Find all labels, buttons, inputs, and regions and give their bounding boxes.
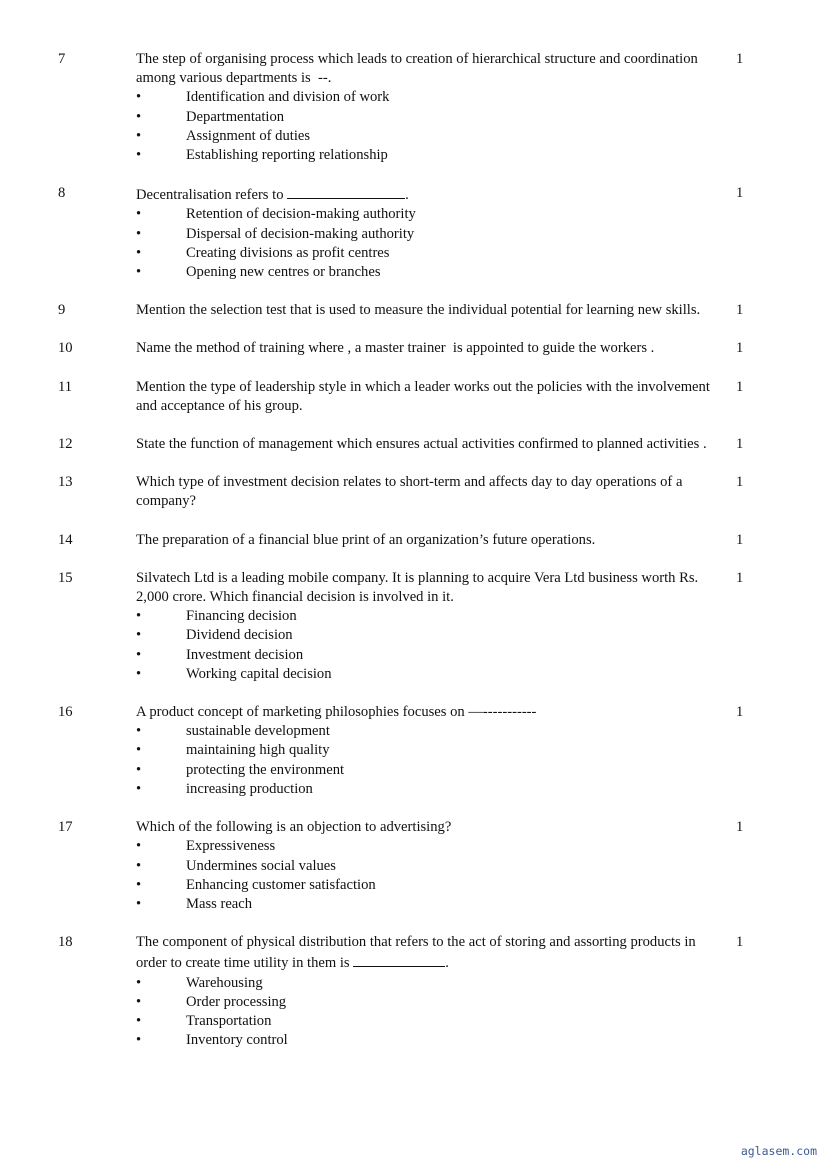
option-item [136, 88, 724, 107]
question-text: Mention the type of leadership style in which a leader works out the policies with the involvement and acceptance of his group. [136, 378, 714, 414]
option-item [136, 127, 724, 146]
question-line [136, 531, 724, 550]
question-line [136, 378, 724, 416]
option-text: sustainable development [186, 723, 330, 740]
question-item [0, 378, 827, 416]
question-body [136, 301, 724, 320]
question-number: 17 [58, 819, 73, 836]
bullet-icon: • [136, 723, 142, 740]
question-number: 10 [58, 340, 73, 357]
option-item [136, 146, 724, 165]
bullet-icon: • [136, 225, 142, 242]
question-number: 15 [58, 569, 73, 586]
question-line [136, 933, 724, 973]
question-marks: 1 [736, 934, 744, 951]
option-text: Retention of decision-making authority [186, 206, 416, 223]
question-line [136, 703, 724, 722]
option-text: maintaining high quality [186, 742, 330, 759]
question-line [136, 569, 724, 607]
option-text: Order processing [186, 993, 287, 1010]
option-text: Establishing reporting relationship [186, 147, 388, 164]
option-text: Financing decision [186, 608, 297, 625]
option-item [136, 857, 724, 876]
question-body [136, 50, 724, 165]
question-text: A product concept of marketing philosophies focuses on —----------- [136, 704, 537, 721]
bullet-icon: • [136, 857, 142, 874]
option-item [136, 741, 724, 760]
question-number: 18 [58, 934, 73, 951]
option-item [136, 205, 724, 224]
option-text: Investment decision [186, 646, 304, 663]
question-line [136, 50, 724, 88]
question-number: 16 [58, 704, 73, 721]
option-item [136, 722, 724, 741]
question-marks: 1 [736, 378, 744, 395]
question-text: Silvatech Ltd is a leading mobile company. It is planning to acquire Vera Ltd business worth Rs. 2,000 crore. Which financial decision is involved in it. [136, 569, 702, 606]
question-number: 12 [58, 436, 73, 453]
bullet-icon: • [136, 264, 142, 281]
option-text: Departmentation [186, 108, 285, 125]
bullet-icon: • [136, 1032, 142, 1049]
question-number: 7 [58, 51, 66, 67]
question-marks: 1 [736, 51, 744, 67]
option-item [136, 974, 724, 993]
question-suffix: . [445, 955, 449, 972]
option-item [136, 244, 724, 263]
question-number: 9 [58, 302, 66, 319]
option-item [136, 225, 724, 244]
question-body [136, 569, 724, 684]
option-item [136, 1031, 724, 1050]
question-line [136, 435, 724, 454]
option-item [136, 761, 724, 780]
bullet-icon: • [136, 147, 142, 164]
option-text: Dispersal of decision-making authority [186, 225, 415, 242]
bullet-icon: • [136, 608, 142, 625]
question-marks: 1 [736, 704, 744, 721]
option-text: Identification and division of work [186, 89, 390, 106]
option-item [136, 895, 724, 914]
question-number: 8 [58, 185, 66, 202]
option-text: Mass reach [186, 895, 253, 912]
question-number: 14 [58, 531, 73, 548]
option-item [136, 665, 724, 684]
option-text: protecting the environment [186, 761, 345, 778]
option-text: Assignment of duties [186, 127, 311, 144]
answer-blank [353, 952, 445, 967]
question-line [136, 184, 724, 205]
bullet-icon: • [136, 974, 142, 991]
option-item [136, 263, 724, 282]
question-item [0, 339, 827, 358]
question-marks: 1 [736, 531, 744, 548]
bullet-icon: • [136, 127, 142, 144]
question-item [0, 184, 827, 282]
bullet-icon: • [136, 646, 142, 663]
option-item [136, 837, 724, 856]
question-marks: 1 [736, 569, 744, 586]
question-marks: 1 [736, 185, 744, 202]
bullet-icon: • [136, 108, 142, 125]
bullet-icon: • [136, 876, 142, 893]
question-line [136, 818, 724, 837]
option-item [136, 607, 724, 626]
question-text: Name the method of training where , a master trainer is appointed to guide the workers . [136, 340, 655, 357]
question-marks: 1 [736, 436, 744, 453]
bullet-icon: • [136, 627, 142, 644]
question-item [0, 569, 827, 684]
question-number: 13 [58, 474, 73, 491]
option-item [136, 1012, 724, 1031]
option-text: Warehousing [186, 974, 263, 991]
bullet-icon: • [136, 838, 142, 855]
option-text: Undermines social values [186, 857, 336, 874]
question-text: The preparation of a financial blue print of an organization’s future operations. [136, 531, 596, 548]
question-marks: 1 [736, 474, 744, 491]
question-item [0, 50, 827, 165]
question-body [136, 531, 724, 550]
option-item [136, 646, 724, 665]
question-list [0, 50, 827, 1069]
bullet-icon: • [136, 780, 142, 797]
bullet-icon: • [136, 244, 142, 261]
question-text: Decentralisation refers to [136, 187, 284, 204]
question-item [0, 933, 827, 1050]
bullet-icon: • [136, 206, 142, 223]
option-item [136, 876, 724, 895]
question-line [136, 473, 724, 511]
question-item [0, 703, 827, 799]
question-item [0, 301, 827, 320]
question-text: The step of organising process which leads to creation of hierarchical structure and coordination among various departments is --. [136, 51, 702, 87]
option-item [136, 780, 724, 799]
question-body [136, 435, 724, 454]
option-item [136, 626, 724, 645]
question-text: State the function of management which ensures actual activities confirmed to planned activities . [136, 436, 707, 453]
question-text: Which type of investment decision relates to short-term and affects day to day operations of a company? [136, 474, 687, 510]
question-line [136, 339, 724, 358]
question-item [0, 473, 827, 511]
option-text: Expressiveness [186, 838, 276, 855]
bullet-icon: • [136, 742, 142, 759]
bullet-icon: • [136, 89, 142, 106]
option-text: Dividend decision [186, 627, 293, 644]
option-text: Creating divisions as profit centres [186, 244, 390, 261]
question-item [0, 531, 827, 550]
option-text: Working capital decision [186, 665, 332, 682]
question-body [136, 339, 724, 358]
question-suffix: . [405, 187, 409, 204]
option-item [136, 108, 724, 127]
option-text: Inventory control [186, 1032, 288, 1049]
question-marks: 1 [736, 819, 744, 836]
question-marks: 1 [736, 302, 744, 319]
bullet-icon: • [136, 1012, 142, 1029]
bullet-icon: • [136, 665, 142, 682]
question-body [136, 473, 724, 511]
option-text: increasing production [186, 780, 313, 797]
question-text: Which of the following is an objection to advertising? [136, 819, 452, 836]
question-body [136, 378, 724, 416]
option-text: Enhancing customer satisfaction [186, 876, 376, 893]
bullet-icon: • [136, 895, 142, 912]
watermark: aglasem.com [740, 1143, 817, 1158]
bullet-icon: • [136, 993, 142, 1010]
question-body [136, 818, 724, 914]
question-item [0, 818, 827, 914]
question-item [0, 435, 827, 454]
bullet-icon: • [136, 761, 142, 778]
question-text: The component of physical distribution that refers to the act of storing and assorting products in order to create time utility in them is [136, 934, 700, 972]
question-body [136, 184, 724, 282]
question-marks: 1 [736, 340, 744, 357]
question-body [136, 703, 724, 799]
question-body [136, 933, 724, 1050]
answer-blank [287, 184, 405, 199]
question-line [136, 301, 724, 320]
question-text: Mention the selection test that is used to measure the individual potential for learning new skills. [136, 302, 701, 319]
option-text: Transportation [186, 1012, 272, 1029]
option-item [136, 993, 724, 1012]
question-number: 11 [58, 378, 73, 395]
option-text: Opening new centres or branches [186, 264, 381, 281]
